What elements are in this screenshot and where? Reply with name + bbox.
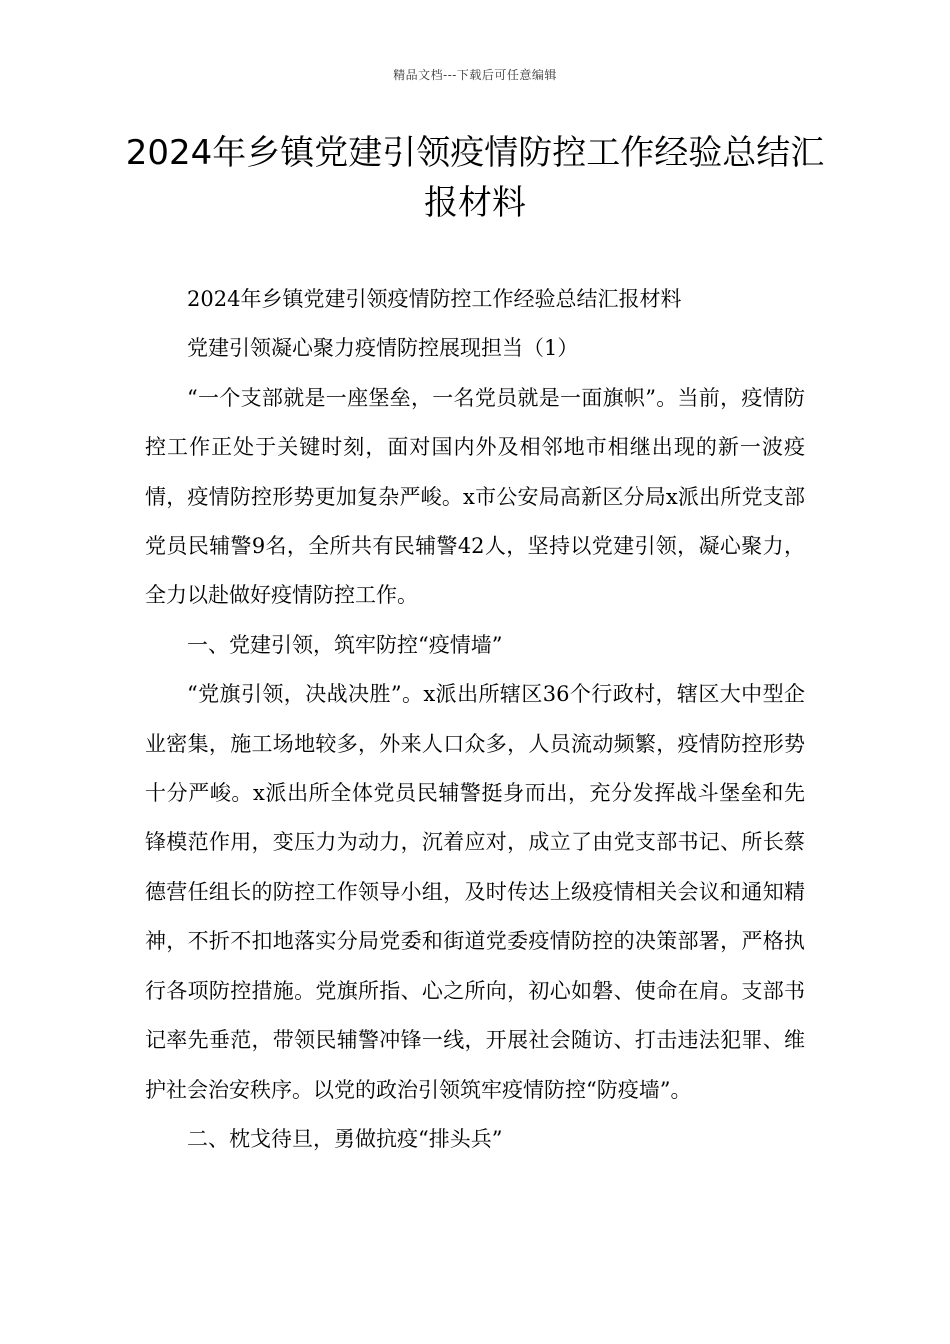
section-heading-2: 二、枕戈待旦，勇做抗疫“排头兵” bbox=[187, 1126, 503, 1151]
document-body bbox=[145, 275, 805, 1164]
paragraph-subtitle: 2024年乡镇党建引领疫情防控工作经验总结汇报材料 bbox=[187, 287, 682, 311]
paragraph-intro: “一个支部就是一座堡垒，一名党员就是一面旗帜”。当前，疫情防控工作正处于关键时刻，面对国内外及相邻地市相继出现的新一波疫情，疫情防控形势更加复杂严峻。x市公安局高新区分局x派出所党支部党员民辅警9名，全所共有民辅警42人，坚持以党建引领，凝心聚力，全力以赴做好疫情防控工作。 bbox=[145, 385, 805, 608]
section-heading-1: 一、党建引领，筑牢防控“疫情墙” bbox=[187, 632, 503, 657]
paragraph-heading: 党建引领凝心聚力疫情防控展现担当（1） bbox=[187, 336, 579, 361]
document-title: 2024年乡镇党建引领疫情防控工作经验总结汇报材料 bbox=[125, 133, 825, 223]
header-note: 精品文档---下载后可任意编辑 bbox=[393, 68, 557, 82]
paragraph-section-1: “党旗引领，决战决胜”。x派出所辖区36个行政村，辖区大中型企业密集，施工场地较多，外来人口众多，人员流动频繁，疫情防控形势十分严峻。x派出所全体党员民辅警挺身而出，充分发挥战斗堡垒和先锋模范作用，变压力为动力，沉着应对，成立了由党支部书记、所长蔡德营任组长的防控工作领导小组，及时传达上级疫情相关会议和通知精神，不折不扣地落实分局党委和街道党委疫情防控的决策部署，严格执行各项防控措施。党旗所指、心之所向，初心如磐、使命在肩。支部书记率先垂范，带领民辅警冲锋一线，开展社会随访、打击违法犯罪、维护社会治安秩序。以党的政治引领筑牢疫情防控“防疫墙”。 bbox=[145, 682, 805, 1102]
